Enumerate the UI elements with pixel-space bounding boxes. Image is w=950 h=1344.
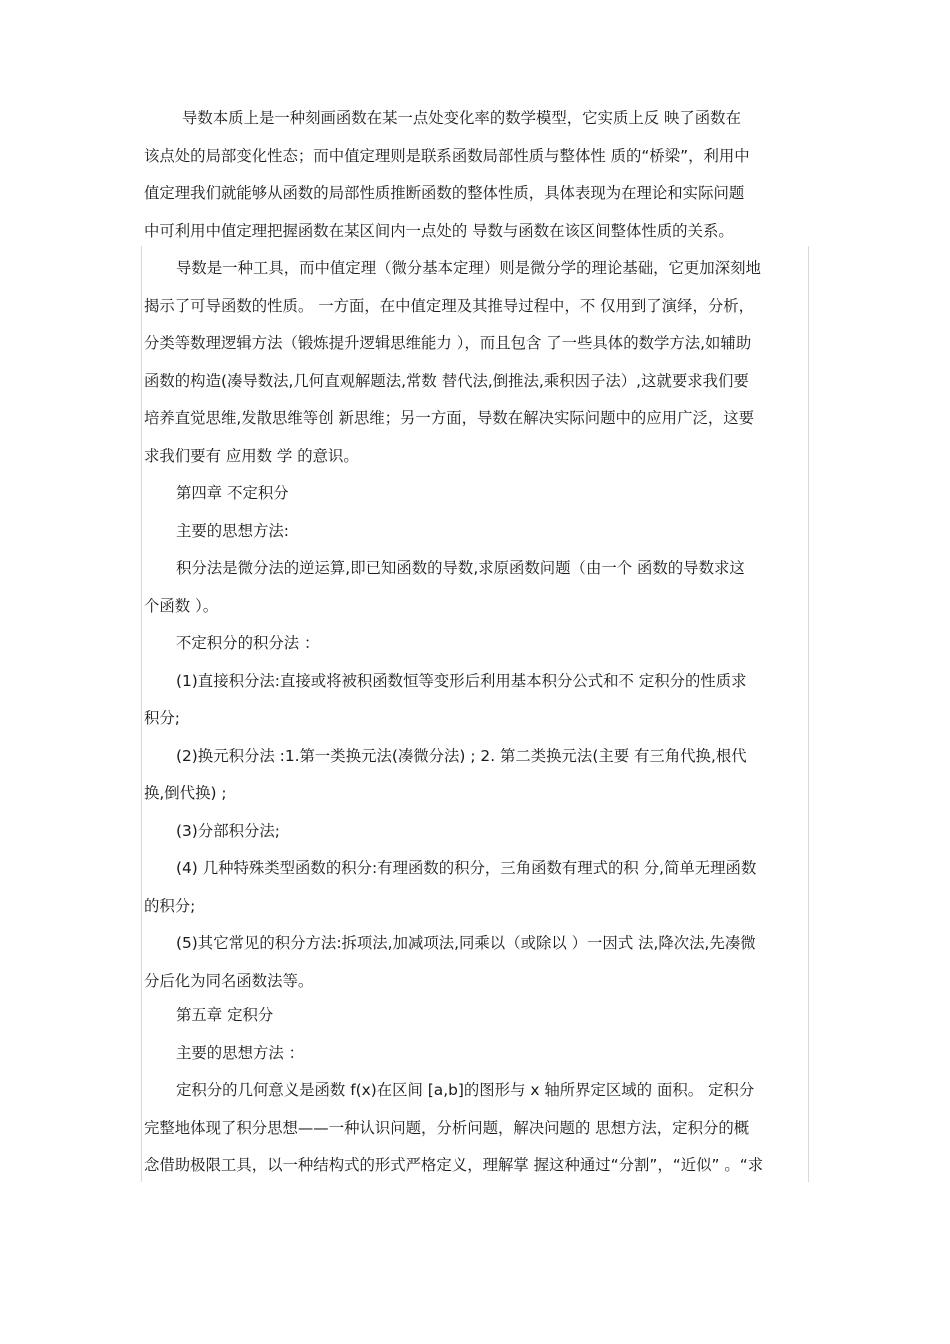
text-line: 个函数 ）。 [144, 596, 219, 615]
chapter4-block [144, 475, 808, 1000]
text-line: 定积分的几何意义是函数 f(x)在区间 [a,b]的图形与 x 轴所界定区域的 面积。 定积分 [176, 1081, 755, 1099]
text-line: 该点处的局部变化性态；而中值定理则是联系函数局部性质与整体性 质的“桥梁”，利用中 [144, 146, 750, 165]
text-line: 分后化为同名函数法等。 [144, 971, 314, 990]
text-line: (3)分部积分法; [176, 821, 280, 840]
intro-paragraph [144, 100, 808, 250]
text-line: 积分法是微分法的逆运算,即已知函数的导数,求原函数问题（由一个 函数的导数求这 [176, 559, 745, 577]
text-line: 求我们要有 应用数 学 的意识。 [144, 446, 359, 465]
text-line: (5)其它常见的积分方法:拆项法,加减项法,同乘以（或除以 ）一因式 法,降次法,先凑微 [176, 934, 756, 952]
section-heading: 主要的思想方法 ： [176, 1043, 305, 1062]
text-line: 培养直觉思维,发散思维等创 新思维；另一方面，导数在解决实际问题中的应用广泛，这要 [144, 409, 755, 427]
chapter-title: 第四章 不定积分 [176, 484, 289, 502]
section-heading: 主要的思想方法: [176, 521, 289, 540]
text-line: 揭示了可导函数的性质。 一方面，在中值定理及其推导过程中，不 仅用到了演绎，分析， [144, 296, 755, 315]
chapter-title: 第五章 定积分 [176, 1006, 274, 1024]
chapter5-block [144, 997, 808, 1185]
text-line: 完整地体现了积分思想——一种认识问题，分析问题，解决问题的 思想方法，定积分的概 [144, 1118, 750, 1137]
text-line: 的积分; [144, 896, 196, 915]
text-line: 换,倒代换) ; [144, 784, 227, 802]
text-line: (1)直接积分法:直接或将被积函数恒等变形后利用基本积分公式和不 定积分的性质求 [176, 671, 747, 690]
text-line: 念借助极限工具，以一种结构式的形式严格定义，理解掌 握这种通过“分割”，“近似” 。“求 [144, 1156, 764, 1174]
tool-paragraph [144, 250, 808, 475]
text-line: 积分; [144, 709, 180, 727]
text-line: 函数的构造(凑导数法,几何直观解题法,常数 替代法,倒推法,乘积因子法）,这就要求我们要 [144, 371, 749, 390]
section-heading: 不定积分的积分法 ： [176, 634, 320, 652]
text-line: (4) 几种特殊类型函数的积分:有理函数的积分，三角函数有理式的积 分,简单无理函数 [176, 859, 757, 877]
text-line: 分类等数理逻辑方法（锻炼提升逻辑思维能力 ），而且包含 了一些具体的数学方法,如辅助 [144, 334, 752, 352]
text-line: 导数是一种工具，而中值定理（微分基本定理）则是微分学的理论基础，它更加深刻地 [176, 259, 761, 277]
text-line: (2)换元积分法 :1.第一类换元法(凑微分法) ; 2. 第二类换元法(主要 有三角代换,根代 [176, 746, 747, 765]
text-line: 导数本质上是一种刻画函数在某一点处变化率的数学模型，它实质上反 映了函数在 [182, 109, 741, 127]
text-line: 中可利用中值定理把握函数在某区间内一点处的 导数与函数在该区间整体性质的关系。 [144, 221, 734, 240]
text-line: 值定理我们就能够从函数的局部性质推断函数的整体性质，具体表现为在理论和实际问题 [144, 184, 745, 202]
